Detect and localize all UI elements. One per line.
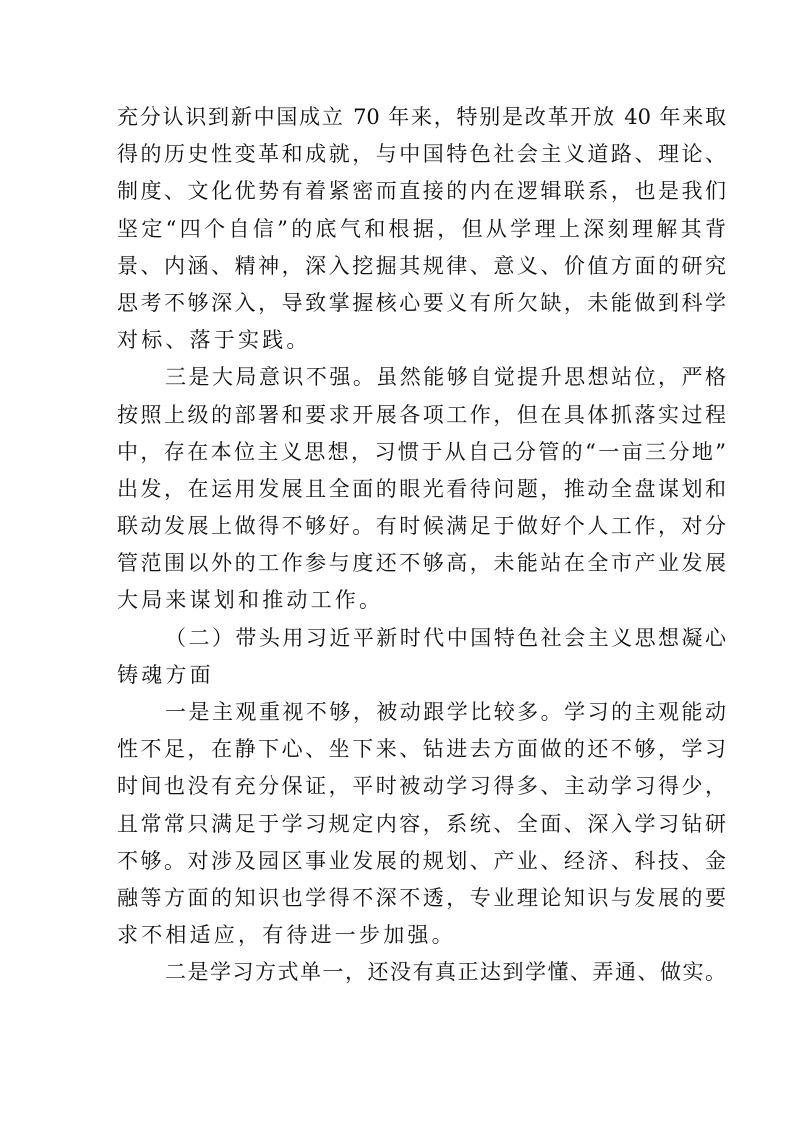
text-line: 且常常只满足于学习规定内容，系统、全面、深入学习钻研 xyxy=(117,811,726,836)
paragraph xyxy=(117,620,726,694)
text-line: 大局来谋划和推动工作。 xyxy=(117,588,384,613)
text-line: 融等方面的知识也学得不深不透，专业理论知识与发展的要 xyxy=(117,885,726,910)
text-line: 制度、文化优势有着紧密而直接的内在逻辑联系，也是我们 xyxy=(117,179,726,204)
text-line: 充分认识到新中国成立 70 年来，特别是改革开放 40 年来取 xyxy=(117,105,726,129)
text-line: 得的历史性变革和成就，与中国特色社会主义道路、理论、 xyxy=(117,142,726,167)
text-line: 坚定“四个自信”的底气和根据，但从学理上深刻理解其背 xyxy=(117,216,726,241)
text-line: 不够。对涉及园区事业发展的规划、产业、经济、科技、金 xyxy=(117,848,726,873)
text-line: 对标、落于实践。 xyxy=(117,328,311,353)
paragraph xyxy=(117,99,726,359)
text-line: 联动发展上做得不够好。有时候满足于做好个人工作，对分 xyxy=(117,514,726,539)
text-line: 三是大局意识不强。虽然能够自觉提升思想站位，严格 xyxy=(165,365,726,390)
document-page xyxy=(117,99,726,992)
text-line: 出发，在运用发展且全面的眼光看待问题，推动全盘谋划和 xyxy=(117,476,726,501)
text-line: 按照上级的部署和要求开展各项工作，但在具体抓落实过程 xyxy=(117,402,726,427)
text-line: 管范围以外的工作参与度还不够高，未能站在全市产业发展 xyxy=(117,551,726,576)
text-line: 中，存在本位主义思想，习惯于从自己分管的“一亩三分地” xyxy=(117,439,726,464)
text-line: 时间也没有充分保证，平时被动学习得多、主动学习得少， xyxy=(117,774,726,799)
paragraph xyxy=(117,694,726,954)
text-line: 求不相适应，有待进一步加强。 xyxy=(117,923,456,948)
paragraph xyxy=(117,954,726,991)
text-line: 景、内涵、精神，深入挖掘其规律、意义、价值方面的研究 xyxy=(117,253,726,278)
text-line: 铸魂方面 xyxy=(117,662,214,687)
text-line: 一是主观重视不够，被动跟学比较多。学习的主观能动 xyxy=(165,700,726,724)
text-line: 二是学习方式单一，还没有真正达到学懂、弄通、做实。 xyxy=(165,960,726,985)
text-line: 性不足，在静下心、坐下来、钻进去方面做的还不够，学习 xyxy=(117,737,726,762)
paragraph xyxy=(117,359,726,619)
text-line: （二）带头用习近平新时代中国特色社会主义思想凝心 xyxy=(165,625,726,650)
text-line: 思考不够深入，导致掌握核心要义有所欠缺，未能做到科学 xyxy=(117,290,726,315)
